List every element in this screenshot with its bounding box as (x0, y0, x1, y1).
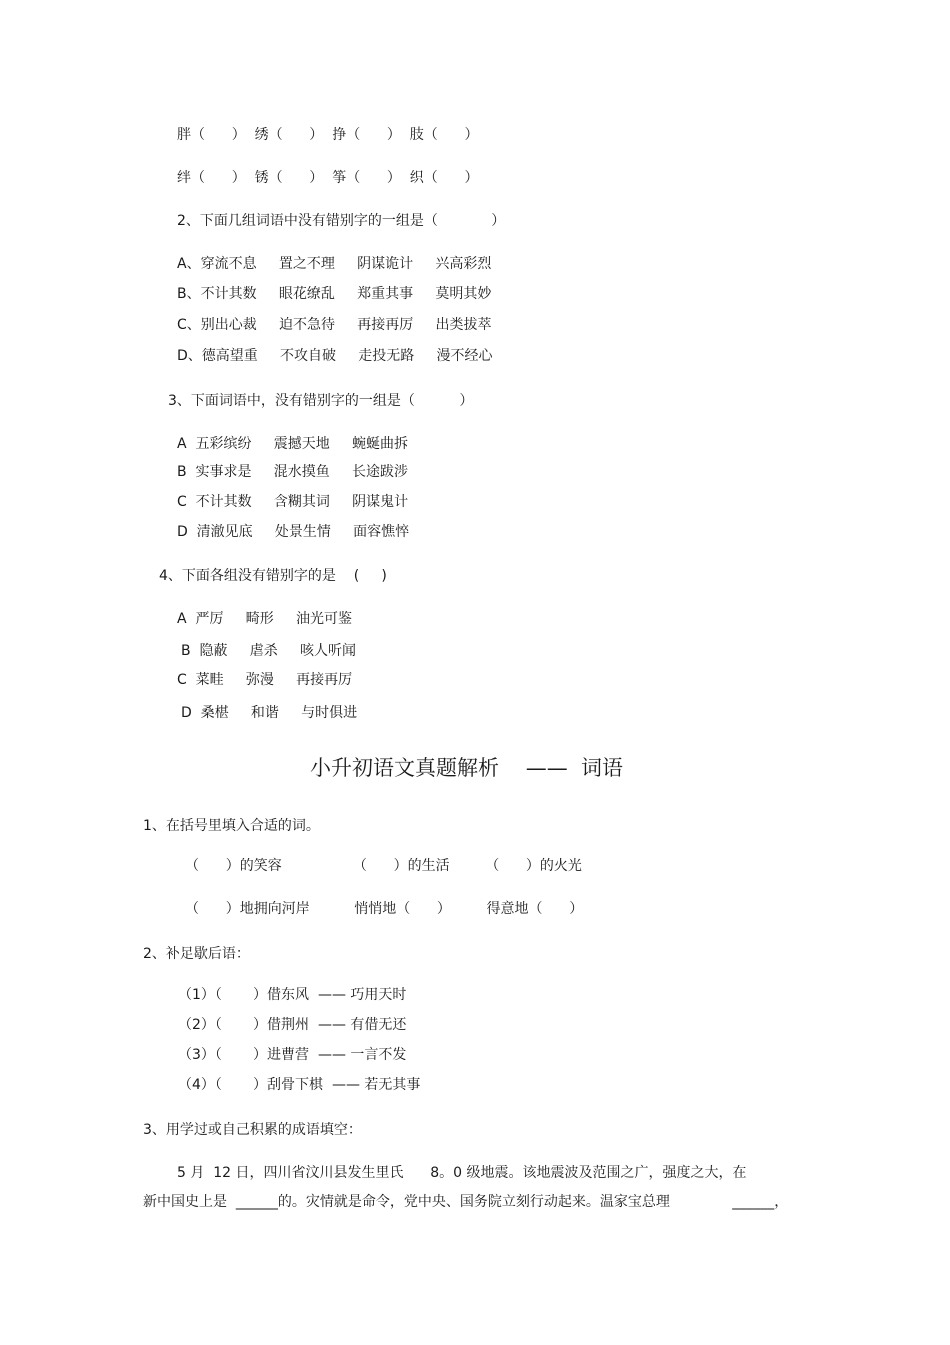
question-4-prompt: 4、下面各组没有错别字的是 ( ) (159, 568, 387, 584)
question-4-option-d: D 桑椹 和谐 与时俱进 (181, 705, 358, 721)
xiehouyu-item-1: （1）（ ）借东风 —— 巧用天时 (178, 987, 407, 1003)
question-3-prompt: 3、下面词语中，没有错别字的一组是（ ） (168, 393, 474, 409)
question-2-option-a: A、穿流不息 置之不理 阴谋诡计 兴高彩烈 (177, 256, 492, 272)
xiehouyu-prompt: 2、补足歇后语： (143, 946, 250, 962)
question-2-option-b: B、不计其数 眼花缭乱 郑重其事 莫明其妙 (177, 286, 492, 302)
question-3-option-a: A 五彩缤纷 震撼天地 蜿蜒曲拆 (177, 436, 408, 452)
xiehouyu-item-2: （2）（ ）借荆州 —— 有借无还 (178, 1017, 407, 1033)
question-4-option-c: C 菜畦 弥漫 再接再厉 (177, 672, 353, 688)
char-pairs-row-2: 绊（ ） 锈（ ） 筝（ ） 织（ ） (177, 170, 479, 186)
idiom-fill-prompt: 3、用学过或自己积累的成语填空： (143, 1122, 362, 1138)
fill-question-1-row-1: （ ）的笑容 （ ）的生活 （ ）的火光 (185, 858, 582, 874)
idiom-paragraph-line-1: 5 月 12 日，四川省汶川县发生里氏 8。0 级地震。该地震波及范围之广，强度之大，在 (177, 1165, 747, 1181)
question-4-option-a: A 严厉 畸形 油光可鉴 (177, 611, 352, 627)
question-2-option-d: D、德高望重 不攻自破 走投无路 漫不经心 (177, 348, 493, 364)
question-4-option-b: B 隐蔽 虐杀 咳人听闻 (181, 643, 357, 659)
idiom-paragraph-line-2: 新中国史上是 ______的。灾情就是命令，党中央、国务院立刻行动起来。温家宝总理 ______， (143, 1194, 789, 1210)
question-2-prompt: 2、下面几组词语中没有错别字的一组是（ ） (177, 213, 506, 229)
question-2-option-c: C、别出心裁 迫不急待 再接再厉 出类拔萃 (177, 317, 492, 333)
xiehouyu-item-3: （3）（ ）进曹营 —— 一言不发 (178, 1047, 407, 1063)
xiehouyu-item-4: （4）（ ）刮骨下棋 —— 若无其事 (178, 1077, 421, 1093)
section-title: 小升初语文真题解析 —— 词语 (310, 756, 624, 780)
question-3-option-b: B 实事求是 混水摸鱼 长途跋涉 (177, 464, 409, 480)
question-3-option-d: D 清澈见底 处景生情 面容憔悴 (177, 524, 410, 540)
fill-question-1-row-2: （ ）地拥向河岸 悄悄地（ ） 得意地（ ） (185, 901, 584, 917)
char-pairs-row-1: 胖（ ） 绣（ ） 挣（ ） 肢（ ） (177, 127, 479, 143)
fill-question-1-prompt: 1、在括号里填入合适的词。 (143, 818, 320, 834)
question-3-option-c: C 不计其数 含糊其词 阴谋鬼计 (177, 494, 409, 510)
